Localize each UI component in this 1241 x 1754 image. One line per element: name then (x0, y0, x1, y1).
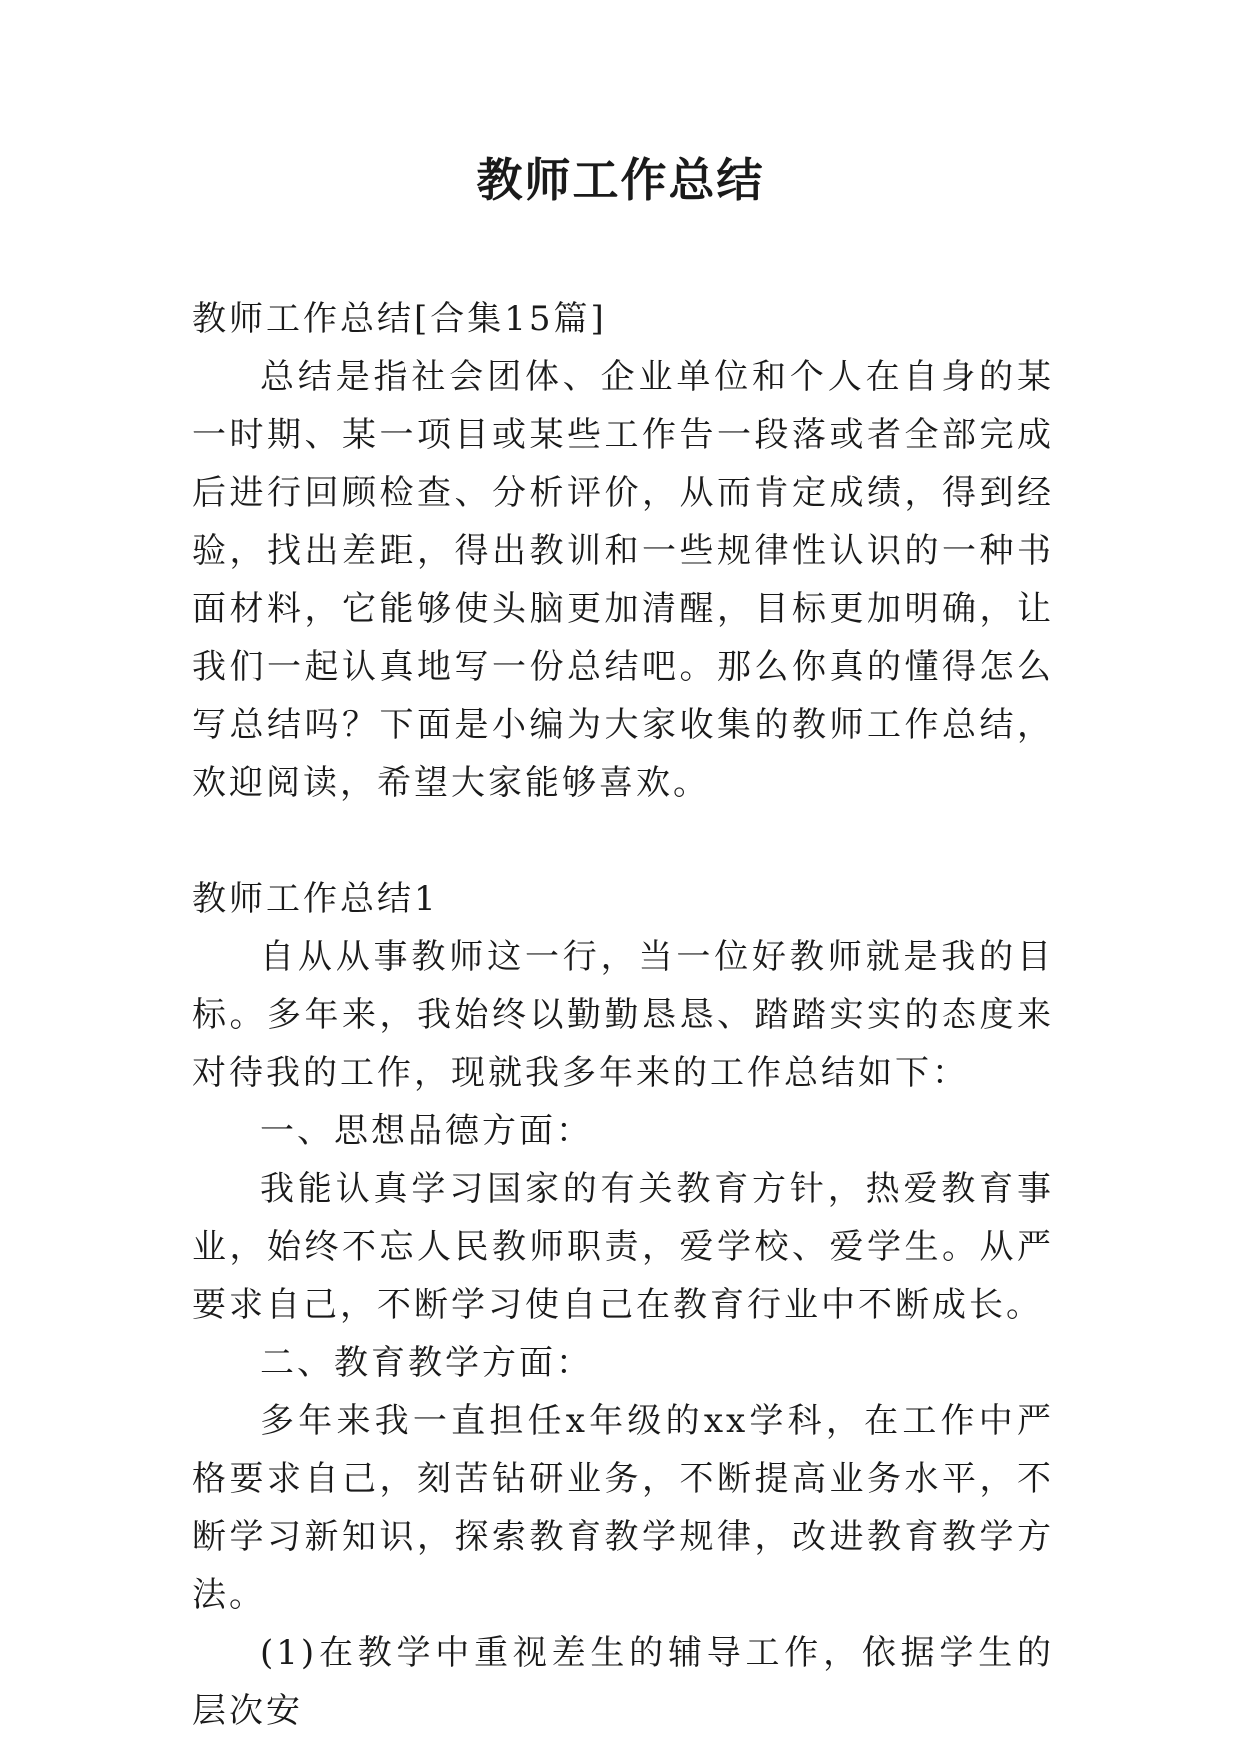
intro-paragraph: 总结是指社会团体、企业单位和个人在自身的某一时期、某一项目或某些工作告一段落或者全部完成后进行回顾检查、分析评价，从而肯定成绩，得到经验，找出差距，得出教训和一些规律性认识的一种书面材料，它能够使头脑更加清醒，目标更加明确，让我们一起认真地写一份总结吧。那么你真的懂得怎么写总结吗？下面是小编为大家收集的教师工作总结，欢迎阅读，希望大家能够喜欢。 (192, 357, 1054, 803)
body-paragraph: (1)在教学中重视差生的辅导工作，依据学生的层次安 (192, 1633, 1054, 1731)
body-paragraph: 自从从事教师这一行，当一位好教师就是我的目标。多年来，我始终以勤勤恳恳、踏踏实实的态度来对待我的工作，现就我多年来的工作总结如下： (192, 937, 1054, 1093)
document-title: 教师工作总结 (476, 153, 765, 207)
section-heading: 教师工作总结1 (192, 879, 439, 919)
subsection-heading: 二、教育教学方面： (260, 1343, 593, 1383)
body-paragraph: 我能认真学习国家的有关教育方针，热爱教育事业，始终不忘人民教师职责，爱学校、爱学生。从严要求自己，不断学习使自己在教育行业中不断成长。 (192, 1169, 1054, 1325)
body-paragraph: 多年来我一直担任x年级的xx学科，在工作中严格要求自己，刻苦钻研业务，不断提高业务水平，不断学习新知识，探索教育教学规律，改进教育教学方法。 (192, 1401, 1054, 1615)
subsection-heading: 一、思想品德方面： (260, 1111, 593, 1151)
document-body (192, 290, 1054, 1740)
document-subtitle: 教师工作总结[合集15篇] (192, 299, 607, 339)
